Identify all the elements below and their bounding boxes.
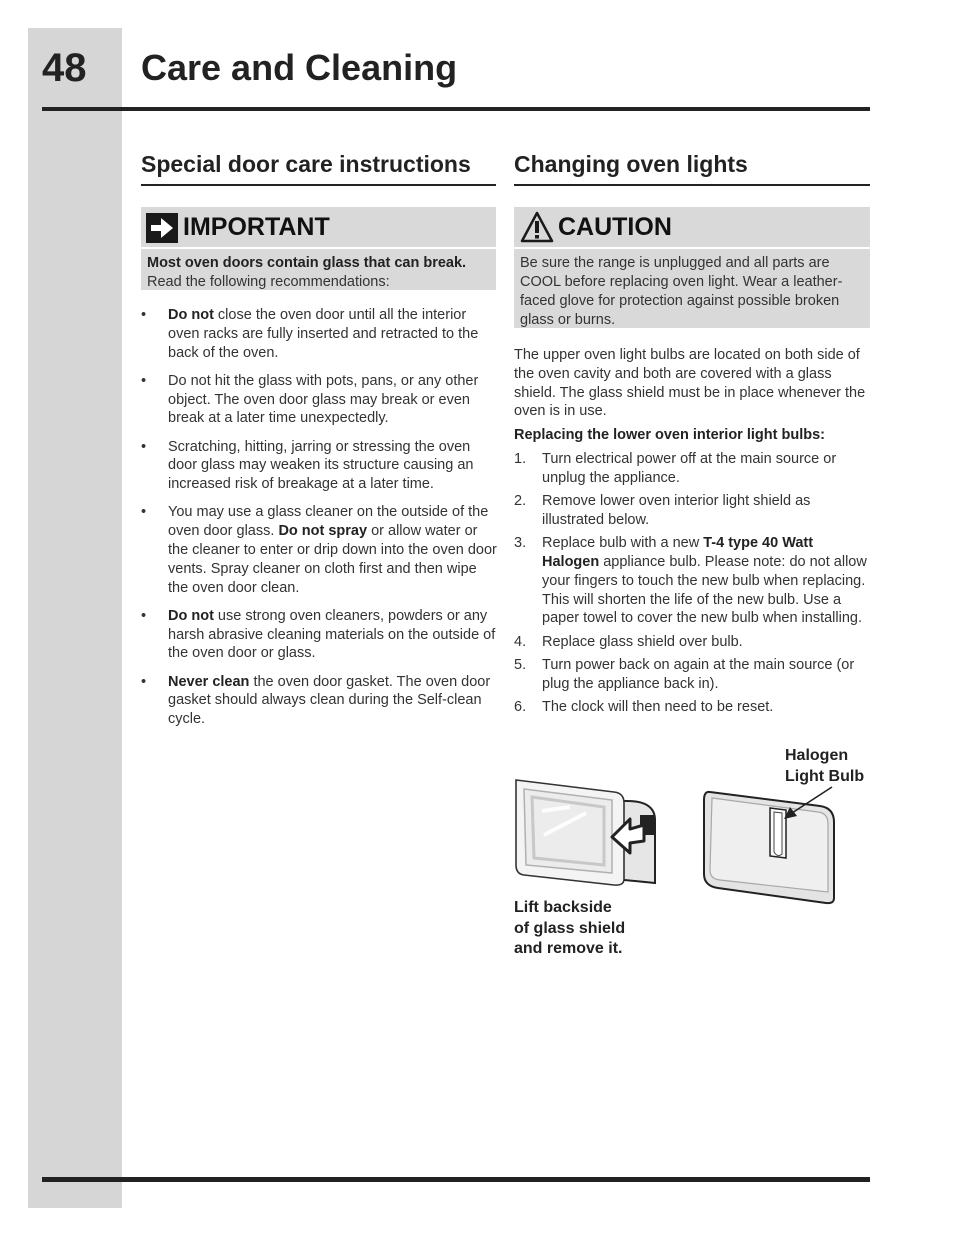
caution-header <box>514 207 870 247</box>
step-bold: T-4 type 40 Watt Halogen <box>542 535 814 570</box>
step-text: Turn electrical power off at the main source or unplug the appliance. <box>542 451 837 486</box>
step-number: 1. <box>514 451 527 467</box>
important-label: IMPORTANT <box>183 213 330 241</box>
arrow-right-icon <box>146 213 178 243</box>
important-body <box>141 247 496 296</box>
step-number: 4. <box>514 633 527 650</box>
caution-notice <box>514 207 870 328</box>
caption-line: and remove it. <box>514 940 623 957</box>
step-number: 5. <box>514 656 527 673</box>
intro-paragraph: The upper oven light bulbs are located on both side of the oven cavity and both are covered with a glass shield. The glass shield must be in place whenever the oven is in use. <box>514 347 866 420</box>
door-care-list <box>141 306 497 738</box>
halogen-bulb-label <box>785 746 864 787</box>
page-sidebar <box>28 28 122 1208</box>
page-title: Care and Cleaning <box>141 47 458 88</box>
list-item: • Do not use strong oven cleaners, powders or any harsh abrasive cleaning materials on the outside of the oven door or glass. <box>141 607 496 662</box>
step-text: appliance bulb. Please note: do not allow your fingers to touch the new bulb when replacing. This will shorten the life of the new bulb. Use a paper towel to cover the new bulb when installing. <box>542 553 867 627</box>
list-item <box>514 450 870 488</box>
oven-lights-heading: Changing oven lights <box>514 153 870 186</box>
list-item: • Do not hit the glass with pots, pans, or any other object. The oven door glass may break or even break at a later time unexpectedly. <box>141 372 479 427</box>
top-rule <box>42 107 870 111</box>
bullet-bold: Do not <box>168 607 214 624</box>
bottom-rule <box>42 1177 870 1182</box>
list-item: • You may use a glass cleaner on the outside of the oven door glass. Do not spray or allow water or the cleaner to enter or drip down into the oven door vents. Spray cleaner on cloth first and then wipe the oven door clean. <box>141 504 497 596</box>
list-item: • Do not close the oven door until all the interior oven racks are fully inserted and retracted to the back of the oven. <box>141 307 479 361</box>
bullet-bold: Do not spray <box>278 523 368 540</box>
caption-line: of glass shield <box>514 919 626 937</box>
list-item <box>514 633 870 652</box>
caution-body: Be sure the range is unplugged and all parts are COOL before replacing oven light. Wear a leather-faced glove for protection against possible broken glass or burns. <box>514 247 870 334</box>
replace-subheading: Replacing the lower oven interior light bulbs: <box>514 427 825 443</box>
shield-caption <box>514 898 625 960</box>
bullet-bold: Never clean <box>168 673 250 690</box>
bulb-pointer-arrow <box>780 783 840 823</box>
step-text: Replace glass shield over bulb. <box>542 633 743 650</box>
list-item <box>514 534 870 628</box>
step-text: Replace bulb with a new <box>542 535 704 552</box>
important-lead-bold: Most oven doors contain glass that can break. <box>147 255 467 271</box>
bullet-text: You may use a glass cleaner on the outside of the oven door glass. <box>168 504 489 540</box>
list-item <box>514 492 870 530</box>
list-item <box>514 656 870 694</box>
list-item: • Scratching, hitting, jarring or stressing the oven door glass may weaken its structure causing an increased risk of breakage at a later time. <box>141 438 474 493</box>
bullet-bold: Do not <box>168 307 214 323</box>
important-lead-text: Read the following recommendations: <box>147 274 390 290</box>
page-number: 48 <box>42 46 87 90</box>
warning-triangle-icon <box>520 211 554 243</box>
bullet-text: Scratching, hitting, jarring or stressing the oven door glass may weaken its structure causing an increased risk of breakage at a later time. <box>168 438 474 493</box>
step-number: 3. <box>514 535 527 552</box>
door-care-heading: Special door care instructions <box>141 153 496 186</box>
step-number: 2. <box>514 493 527 510</box>
glass-shield-illustration <box>512 775 662 893</box>
important-header <box>141 207 496 247</box>
list-item <box>514 698 870 717</box>
bullet-text: or allow water or the cleaner to enter or drip down into the oven door vents. Spray cleaner on cloth first and then wipe the oven door clean. <box>168 523 497 596</box>
caption-line: Lift backside <box>514 899 612 916</box>
caution-label: CAUTION <box>558 213 672 241</box>
bulb-label-line: Light Bulb <box>785 767 865 785</box>
replace-steps-list <box>514 450 870 721</box>
bullet-text: close the oven door until all the interior oven racks are fully inserted and retracted to the back of the oven. <box>168 307 479 361</box>
list-item: • Never clean the oven door gasket. The oven door gasket should always clean during the Self-clean cycle. <box>141 673 491 728</box>
step-text: Remove lower oven interior light shield as illustrated below. <box>542 493 811 528</box>
important-notice <box>141 207 496 290</box>
step-text: The clock will then need to be reset. <box>542 699 774 716</box>
step-number: 6. <box>514 699 527 716</box>
bulb-label-line: Halogen <box>785 747 849 764</box>
bullet-text: use strong oven cleaners, powders or any harsh abrasive cleaning materials on the outside of the oven door or glass. <box>168 607 496 662</box>
bullet-text: the oven door gasket. The oven door gasket should always clean during the Self-clean cycle. <box>168 673 491 728</box>
step-text: Turn power back on again at the main source (or plug the appliance back in). <box>542 656 855 692</box>
bullet-text: Do not hit the glass with pots, pans, or any other object. The oven door glass may break or even break at a later time unexpectedly. <box>168 372 479 427</box>
